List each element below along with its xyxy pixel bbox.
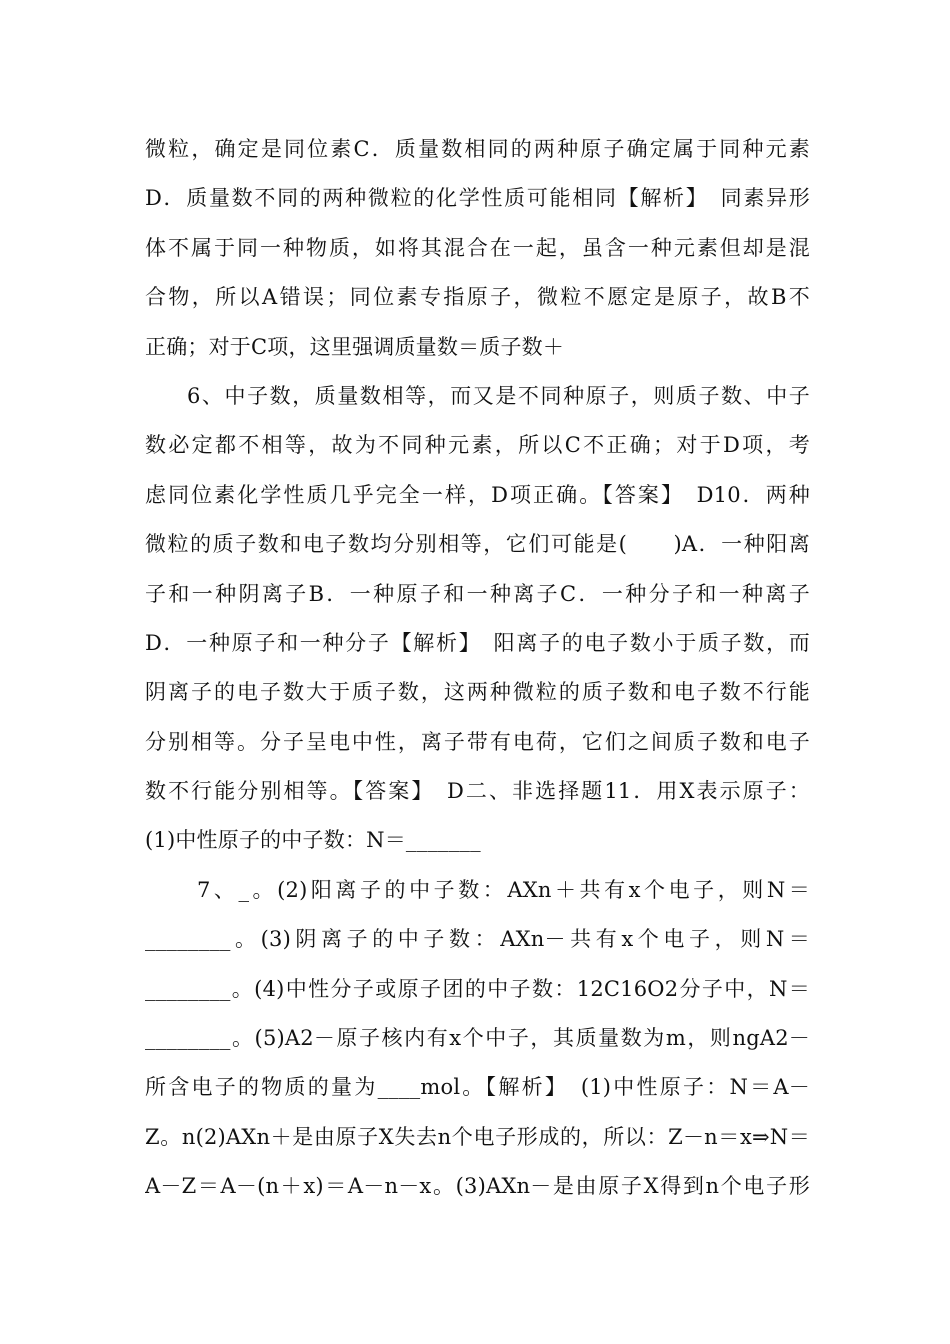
text-line: D．一种原子和一种分子【解析】 阳离子的电子数小于质子数，而 xyxy=(145,630,810,655)
text-line: 分别相等。分子呈电中性，离子带有电荷，它们之间质子数和电子 xyxy=(145,729,810,754)
text-line: 虑同位素化学性质几乎完全一样，D项正确。【答案】 D10．两种 xyxy=(145,482,810,507)
text-line: 数不行能分别相等。【答案】 D二、非选择题11．用X表示原子： xyxy=(145,779,810,804)
text-line: D．质量数不同的两种微粒的化学性质可能相同【解析】 同素异形 xyxy=(145,186,810,211)
text-line: A－Z＝A－(n＋x)＝A－n－x。(3)AXn－是由原子X得到n个电子形 xyxy=(145,1174,810,1199)
text-line: 合物，所以A错误；同位素专指原子，微粒不愿定是原子，故B不 xyxy=(145,285,810,310)
paragraph-start-line: 6、中子数，质量数相等，而又是不同种原子，则质子数、中子 xyxy=(187,383,810,408)
text-line: 微粒的质子数和电子数均分别相等，它们可能是( )A．一种阳离 xyxy=(145,532,810,557)
text-line: 子和一种阴离子B．一种原子和一种离子C．一种分子和一种离子 xyxy=(145,581,810,606)
text-line: Z。n(2)AXn＋是由原子X失去n个电子形成的，所以：Z－n＝x⇒N＝ xyxy=(145,1124,810,1149)
text-line: 微粒，确定是同位素C．质量数相同的两种原子确定属于同种元素 xyxy=(145,137,810,161)
text-line: ________。(4)中性分子或原子团的中子数：12C16O2分子中，N＝ xyxy=(145,976,810,1001)
text-line: ________。(3)阴离子的中子数：AXn－共有x个电子，则N＝ xyxy=(145,927,810,952)
text-line: ________。(5)A2－原子核内有x个中子，其质量数为m，则ngA2－ xyxy=(145,1026,810,1051)
text-line: 正确；对于C项，这里强调质量数＝质子数＋ xyxy=(145,334,565,359)
text-line: 所含电子的物质的量为____mol。【解析】 (1)中性原子：N＝A－ xyxy=(145,1075,810,1100)
text-line: 阴离子的电子数大于质子数，这两种微粒的质子数和电子数不行能 xyxy=(145,680,810,705)
text-line: 数必定都不相等，故为不同种元素，所以C不正确；对于D项，考 xyxy=(145,433,810,458)
document-text xyxy=(145,125,810,1212)
text-line: (1)中性原子的中子数：N＝_______ xyxy=(145,828,481,853)
paragraph-start-line: 7、_。(2)阳离子的中子数：AXn＋共有x个电子，则N＝ xyxy=(197,877,810,902)
text-line: 体不属于同一种物质，如将其混合在一起，虽含一种元素但却是混 xyxy=(145,235,810,260)
